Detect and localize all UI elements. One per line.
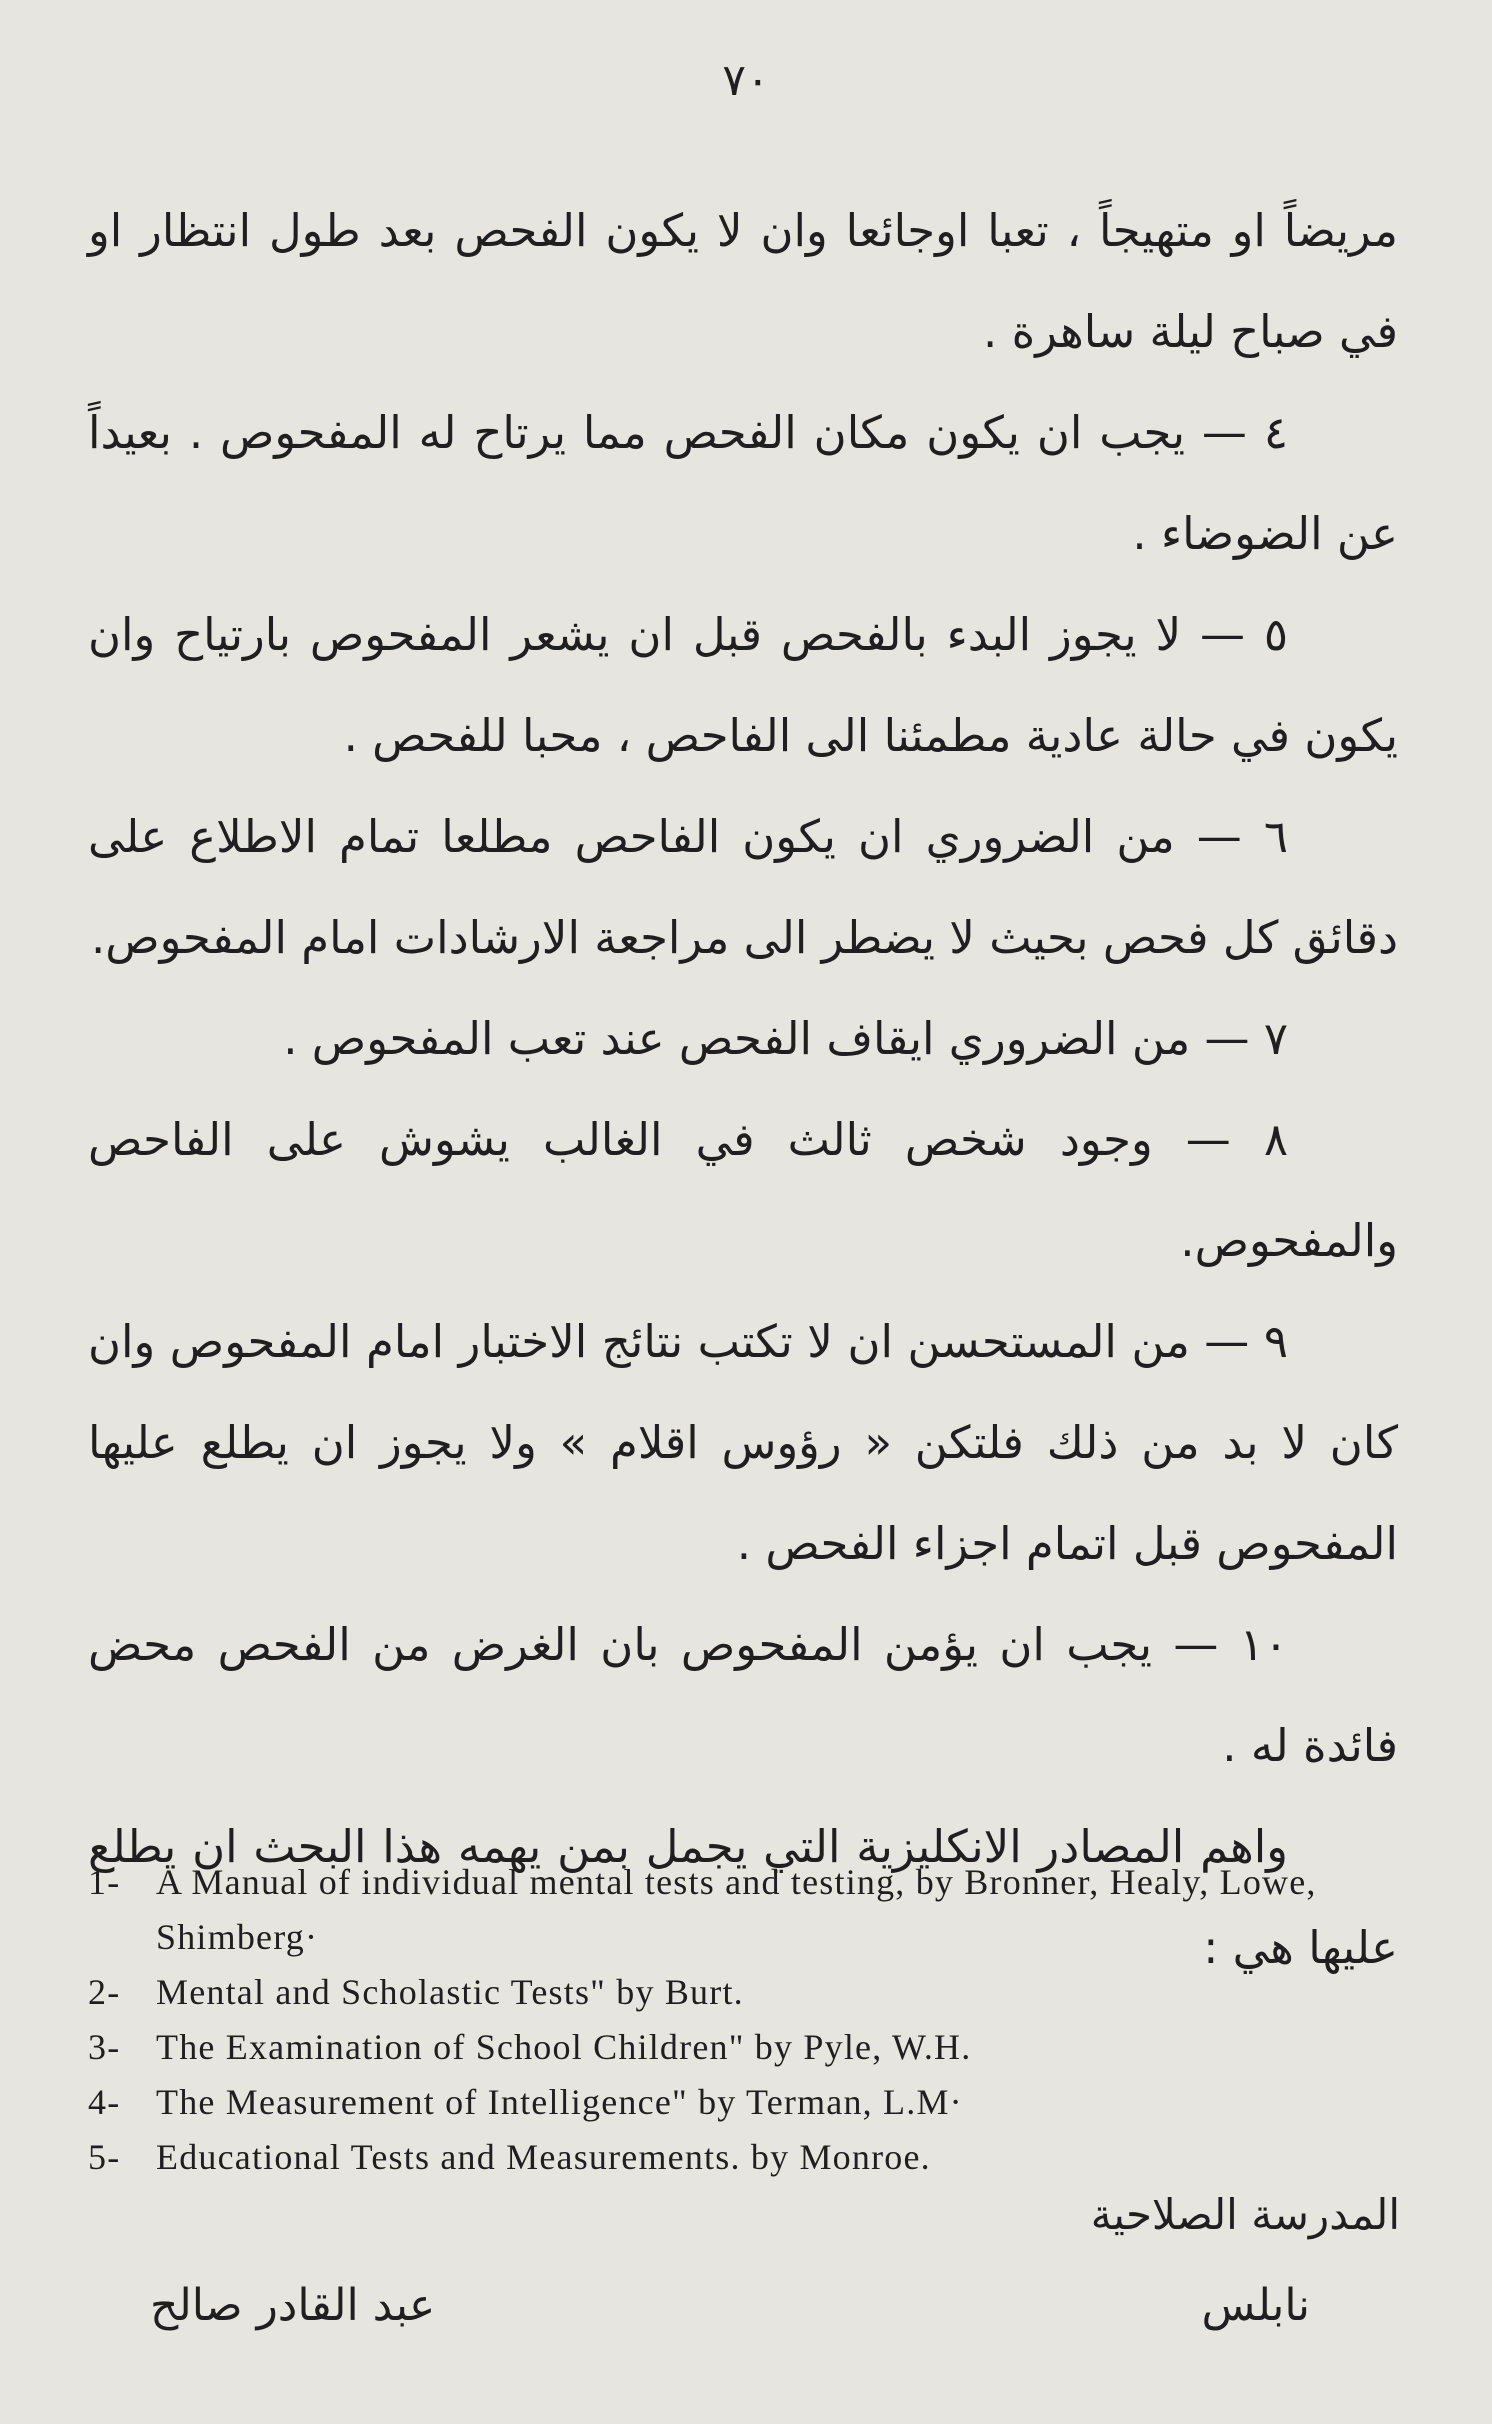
paragraph-item-9: ٩ — من المستحسن ان لا تكتب نتائج الاختبار امام المفحوص وان كان لا بد من ذلك فلتكن « رؤوس اقلام » ولا يجوز ان يطلع عليها المفحوص قبل اتمام اجزاء الفحص . — [88, 1315, 1398, 1570]
paragraph-item-6: ٦ — من الضروري ان يكون الفاحص مطلعا تمام الاطلاع على دقائق كل فحص بحيث لا يضطر الى مراجعة الارشادات امام المفحوص. — [88, 810, 1398, 964]
reference-item — [88, 2020, 1398, 2075]
reference-number: 3- — [88, 2027, 121, 2067]
paragraph-item-8: ٨ — وجود شخص ثالث في الغالب يشوش على الفاحص والمفحوص. — [88, 1113, 1398, 1267]
paragraph-item-5: ٥ — لا يجوز البدء بالفحص قبل ان يشعر المفحوص بارتياح وان يكون في حالة عادية مطمئنا الى الفاحص ، محبا للفحص . — [88, 608, 1398, 762]
reference-number: 5- — [88, 2137, 121, 2177]
page-number: ٧٠ — [722, 55, 770, 106]
reference-list — [88, 1855, 1398, 2185]
paragraph-item-4: ٤ — يجب ان يكون مكان الفحص مما يرتاح له المفحوص . بعيداً عن الضوضاء . — [88, 406, 1398, 560]
reference-text: Educational Tests and Measurements. by Monroe. — [156, 2137, 931, 2177]
reference-item — [88, 2130, 1398, 2185]
reference-item — [88, 2075, 1398, 2130]
signature-city: نابلس — [1201, 2280, 1310, 2331]
reference-number: 4- — [88, 2082, 121, 2122]
reference-text: Mental and Scholastic Tests" by Burt. — [156, 1972, 744, 2012]
signature-school: المدرسة الصلاحية — [1090, 2190, 1400, 2239]
reference-text: A Manual of individual mental tests and testing, by Bronner, Healy, Lowe, Shimberg· — [156, 1862, 1317, 1957]
signature-row — [150, 2280, 1310, 2331]
reference-item — [88, 1965, 1398, 2020]
signature-author: عبد القادر صالح — [150, 2280, 436, 2331]
reference-text: The Examination of School Children" by Pyle, W.H. — [156, 2027, 972, 2067]
arabic-body — [88, 180, 1398, 1998]
reference-number: 1- — [88, 1862, 121, 1902]
reference-number: 2- — [88, 1972, 121, 2012]
paragraph-intro: مريضاً او متهيجاً ، تعبا اوجائعا وان لا يكون الفحص بعد طول انتظار او في صباح ليلة ساهرة . — [88, 204, 1398, 358]
reference-text: The Measurement of Intelligence" by Terman, L.M· — [156, 2082, 963, 2122]
paragraph-sources-intro: واهم المصادر الانكليزية التي يجمل بمن يهمه هذا البحث ان يطلع عليها هي : — [88, 1820, 1398, 1974]
reference-item — [88, 1855, 1398, 1965]
paragraph-item-10: ١٠ — يجب ان يؤمن المفحوص بان الغرض من الفحص محض فائدة له . — [88, 1618, 1398, 1772]
paragraph-item-7: ٧ — من الضروري ايقاف الفحص عند تعب المفحوص . — [283, 1012, 1288, 1065]
